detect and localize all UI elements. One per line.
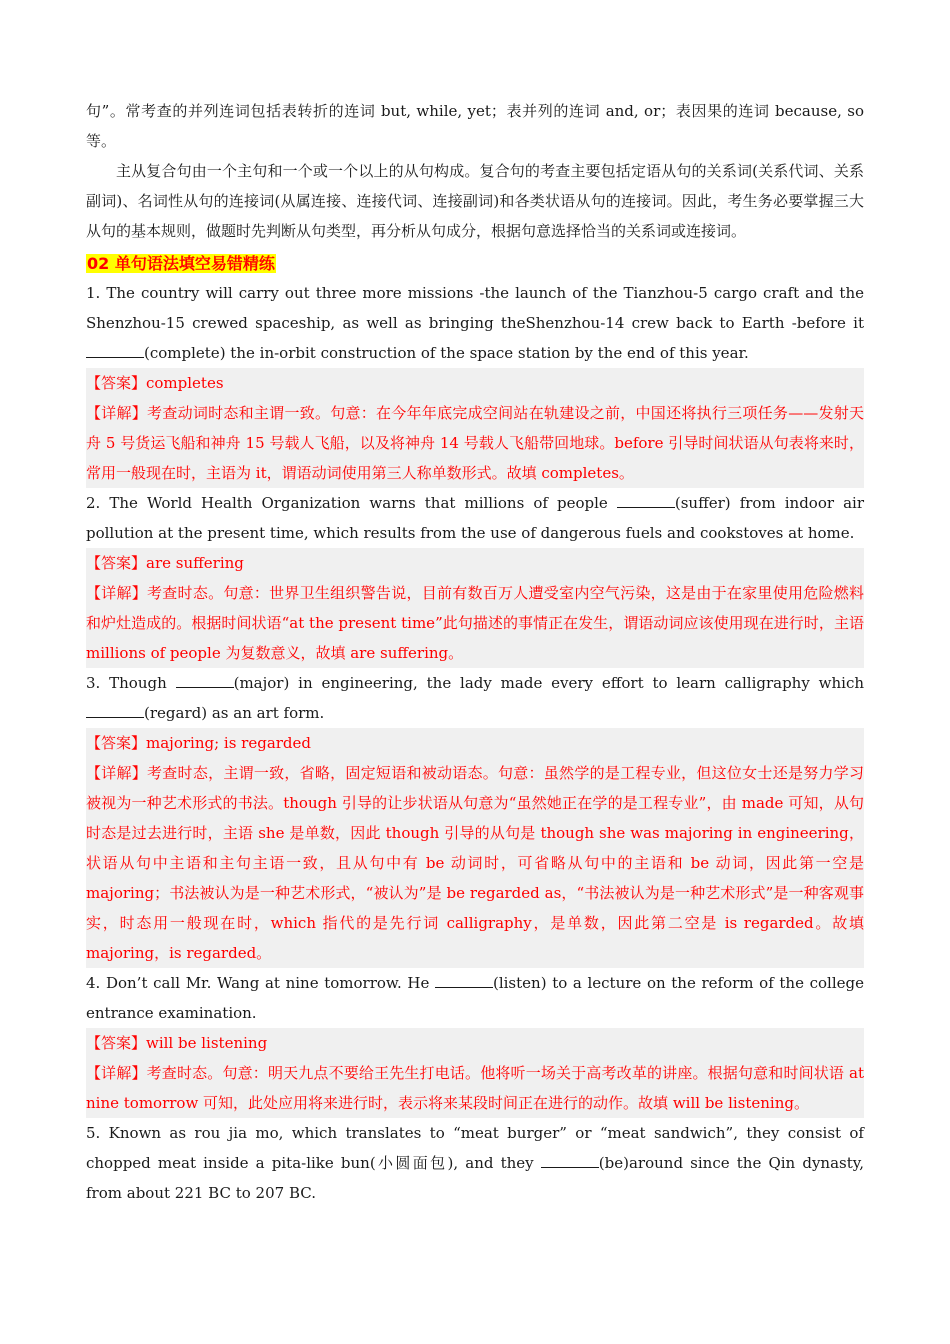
answer-blank bbox=[86, 343, 144, 358]
detail-2: 【详解】考查时态。句意：世界卫生组织警告说，目前有数百万人遭受室内空气污染，这是由于在家里使用危险燃料和炉灶造成的。根据时间状语“at the present time”此句描述的事情正在发生，谓语动词应该使用现在进行时，主语 millions of people 为复数意义，故填 are suffering。 bbox=[86, 584, 864, 662]
answer-1: 【答案】completes bbox=[86, 374, 224, 392]
intro-paragraph-1: 句”。常考查的并列连词包括表转折的连词 but, while, yet；表并列的连词 and, or；表因果的连词 because, so 等。 bbox=[86, 102, 864, 150]
answer-blank bbox=[617, 493, 675, 508]
detail-1: 【详解】考查动词时态和主谓一致。句意：在今年年底完成空间站在轨建设之前，中国还将执行三项任务——发射天舟 5 号货运飞船和神舟 15 号载人飞船，以及将神舟 14 号载人飞船带回地球。before 引导时间状语从句表将来时，常用一般现在时，主语为 it，谓语动词使用第三人称单数形式。故填 completes。 bbox=[86, 404, 864, 482]
question-4: 4. Don’t call Mr. Wang at nine tomorrow. He (listen) to a lecture on the reform of the college entrance examination. bbox=[86, 974, 864, 1022]
answer-blank bbox=[435, 973, 493, 988]
question-3: 3. Though (major) in engineering, the lady made every effort to learn calligraphy which (regard) as an art form. bbox=[86, 674, 865, 722]
document-page bbox=[86, 96, 864, 1208]
answer-blank bbox=[541, 1153, 599, 1168]
answer-block-1 bbox=[86, 368, 864, 488]
answer-2: 【答案】are suffering bbox=[86, 554, 244, 572]
intro-paragraph-2: 主从复合句由一个主句和一个或一个以上的从句构成。复合句的考查主要包括定语从句的关系词(关系代词、关系副词)、名词性从句的连接词(从属连接、连接代词、连接副词)和各类状语从句的连接词。因此，考生务必要掌握三大从句的基本规则，做题时先判断从句类型，再分析从句成分，根据句意选择恰当的关系词或连接词。 bbox=[86, 162, 864, 240]
question-1: 1. The country will carry out three more missions -the launch of the Tianzhou-5 cargo craft and the Shenzhou-15 crewed spaceship, as well as bringing theShenzhou-14 crew back to Earth -before it (complete) the in-orbit construction of the space station by the end of this year. bbox=[86, 284, 864, 362]
detail-3: 【详解】考查时态，主谓一致，省略，固定短语和被动语态。句意：虽然学的是工程专业，但这位女士还是努力学习被视为一种艺术形式的书法。though 引导的让步状语从句意为“虽然她正在学的是工程专业”，由 made 可知，从句时态是过去进行时，主语 she 是单数，因此 though 引导的从句是 though she was majoring in engineering，状语从句中主语和主句主语一致，且从句中有 be 动词时，可省略从句中的主语和 be 动词，因此第一空是 majoring；书法被认为是一种艺术形式，“被认为”是 be regarded as，“书法被认为是一种艺术形式”是一种客观事实，时态用一般现在时，which 指代的是先行词 calligraphy，是单数，因此第二空是 is regarded。故填 majoring，is regarded。 bbox=[86, 764, 864, 962]
answer-block-2 bbox=[86, 548, 864, 668]
answer-block-4 bbox=[86, 1028, 864, 1118]
section-heading: 02 单句语法填空易错精练 bbox=[87, 254, 275, 273]
answer-4: 【答案】will be listening bbox=[86, 1034, 268, 1052]
detail-4: 【详解】考查时态。句意：明天九点不要给王先生打电话。他将听一场关于高考改革的讲座。根据句意和时间状语 at nine tomorrow 可知，此处应用将来进行时，表示将来某段时间正在进行的动作。故填 will be listening。 bbox=[86, 1064, 864, 1112]
answer-blank bbox=[86, 703, 144, 718]
question-5: 5. Known as rou jia mo, which translates to “meat burger” or “meat sandwich”, they consist of chopped meat inside a pita-like bun(小圆面包), and they (be)around since the Qin dynasty, from about 221 BC to 207 BC. bbox=[86, 1124, 864, 1202]
answer-block-3 bbox=[86, 728, 864, 968]
question-2: 2. The World Health Organization warns that millions of people (suffer) from indoor air pollution at the present time, which results from the use of dangerous fuels and cookstoves at home. bbox=[86, 494, 864, 542]
answer-3: 【答案】majoring; is regarded bbox=[86, 734, 312, 752]
answer-blank bbox=[176, 673, 234, 688]
